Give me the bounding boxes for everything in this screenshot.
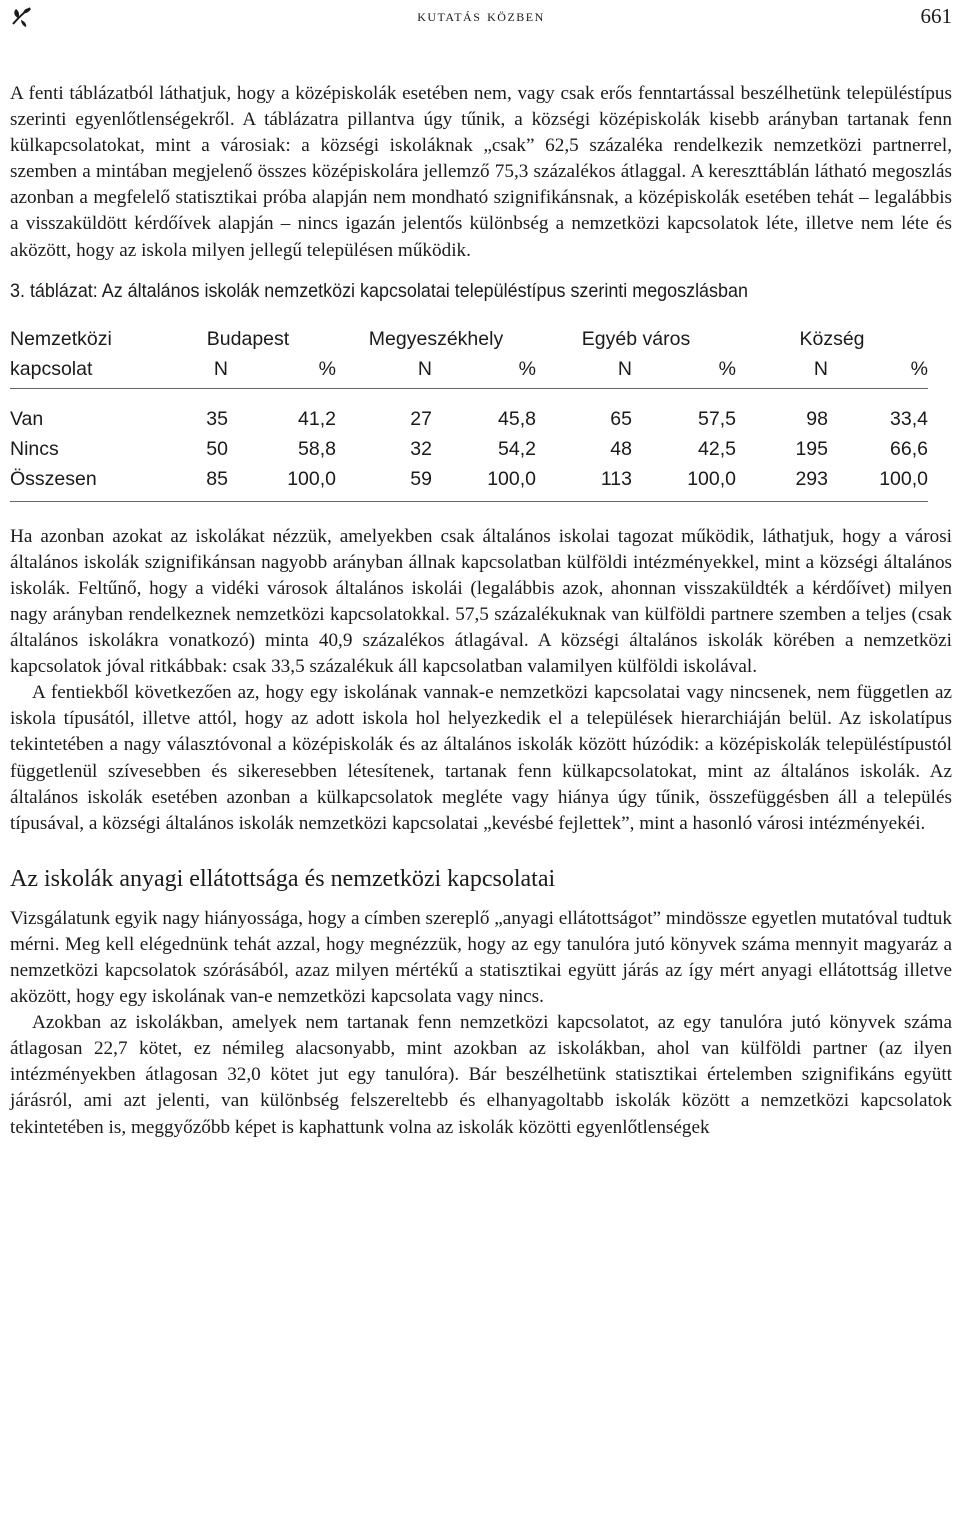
table-cell: 41,2 [298, 408, 336, 431]
table-cell: 85 [206, 468, 228, 491]
table-cell: 54,2 [498, 438, 536, 461]
table-cell: 50 [206, 438, 228, 461]
table-row [10, 465, 928, 502]
column-subheader: % [318, 357, 336, 380]
table-cell: 27 [410, 408, 432, 431]
table-cell: 100,0 [687, 468, 736, 491]
column-subheader: N [813, 357, 828, 380]
table-row [10, 388, 928, 435]
journal-page [10, 0, 952, 1141]
table-cell: 58,8 [298, 438, 336, 461]
data-table [10, 328, 928, 502]
column-subheader: N [617, 357, 632, 380]
column-subheader: N [213, 357, 228, 380]
table-cell: 57,5 [698, 408, 736, 431]
column-group-header: Egyéb város [581, 327, 691, 350]
table-header-label: kapcsolat [10, 357, 93, 380]
table-cell: 35 [206, 408, 228, 431]
table-cell: 98 [806, 408, 828, 431]
column-subheader: % [910, 357, 928, 380]
section-heading: Az iskolák anyagi ellátottsága és nemzetközi kapcsolatai [10, 865, 556, 892]
table-cell: 293 [795, 468, 828, 491]
row-label: Nincs [10, 438, 59, 461]
column-subheader: N [417, 357, 432, 380]
column-subheader: % [718, 357, 736, 380]
row-label: Összesen [10, 468, 97, 491]
table-cell: 59 [410, 468, 432, 491]
table-cell: 33,4 [890, 408, 928, 431]
table-cell: 100,0 [487, 468, 536, 491]
column-group-header: Község [799, 327, 865, 350]
table-row [10, 435, 928, 465]
paragraph: Ha azonban azokat az iskolákat nézzük, amelyekben csak általános iskolai tagozat működik, láthatjuk, hogy a városi általános iskolák szignifikánsan nagyobb arányban állnak kapcsolatban külföldi intézményekkel, mint a községi általános iskolák. Feltűnő, hogy a vidéki városok általános iskolái (legalábbis azok, ahonnan visszaküldték a kérdőívet) milyen nagy arányban rendelkeznek nemzetközi kapcsolatokkal. 57,5 százalékuknak van külföldi partnere szemben a teljes (csak általános iskolákra vonatkozó) minta 40,9 százalékos átlagával. A községi általános iskolák körében a nemzetközi kapcsolatok jóval ritkábbak: csak 33,5 százalékuk áll kapcsolatban valamilyen külföldi iskolával. [10, 525, 952, 678]
table-cell: 42,5 [698, 438, 736, 461]
table-cell: 113 [600, 468, 632, 491]
page-number: 661 [920, 4, 952, 28]
table-caption: 3. táblázat: Az általános iskolák nemzetközi kapcsolatai településtípus szerinti megoszlásban [10, 279, 748, 302]
table-cell: 45,8 [498, 408, 536, 431]
paragraph: Azokban az iskolákban, amelyek nem tartanak fenn nemzetközi kapcsolatot, az egy tanulóra jutó könyvek száma átlagosan 22,7 kötet, ez némileg alacsonyabb, mint azokban az iskolákban, ahol van külföldi partner (az ilyen intézményekben átlagosan 32,0 kötet jut egy tanulóra). Bár beszélhetünk statisztikai értelemben szignifikáns együtt járásról, ami azt jelenti, van különbség felszereltebb és elhanyagoltabb iskolák között a nemzetközi kapcsolatok tekintetében is, meggyőzőbb képet is kaphattunk volna az iskolák közötti egyenlőtlenségek [10, 1012, 952, 1138]
table-cell: 195 [795, 438, 828, 461]
running-title: kutatás közben [417, 6, 545, 25]
row-label: Van [10, 408, 44, 431]
table-cell: 100,0 [287, 468, 336, 491]
column-group-header: Budapest [206, 327, 290, 350]
table-cell: 48 [610, 438, 632, 461]
column-subheader: % [518, 357, 536, 380]
table-header-label: Nemzetközi [10, 327, 112, 350]
running-header [10, 0, 952, 40]
table-cell: 100,0 [879, 468, 928, 491]
paragraph: A fenti táblázatból láthatjuk, hogy a középiskolák esetében nem, vagy csak erős fenntartással beszélhetünk településtípus szerinti egyenlőtlenségekről. A táblázatra pillantva úgy tűnik, a községi középiskolák kisebb arányban tartanak fenn külkapcsolatokat, mint a városiak: a községi iskoláknak „csak” 62,5 százaléka rendelkezik nemzetközi partnerrel, szemben a mintában megjelenő összes középiskolára jellemző 75,3 százalékos átlaggal. A kereszttáblán látható megoszlás azonban a megfelelő statisztikai próba alapján nem mondható szignifikánsnak, a középiskolák esetében tehát – legalábbis a visszaküldött kérdőívek alapján – nincs igazán jelentős különbség a nemzetközi kapcsolatok léte, illetve nem léte és aközött, hogy az iskola milyen jellegű településen működik. [10, 83, 952, 261]
table-cell: 32 [410, 438, 432, 461]
paragraph: Vizsgálatunk egyik nagy hiányossága, hogy a címben szereplő „anyagi ellátottságot” mindössze egyetlen mutatóval tudtuk mérni. Meg kell elégednünk tehát azzal, hogy megnézzük, hogy az egy tanulóra jutó könyvek száma mennyit magyaráz a nemzetközi kapcsolatok szórásából, azaz milyen mértékű a statisztikai együtt járás az így mért anyagi ellátottság illetve aközött, hogy egy iskolának van-e nemzetközi kapcsolata vagy nincs. [10, 907, 952, 1008]
paragraph: A fentiekből következően az, hogy egy iskolának vannak-e nemzetközi kapcsolatai vagy nincsenek, nem független az iskola típusától, illetve attól, hogy az adott iskola hol helyezkedik el a települések hierarchiáján belül. Az iskolatípus tekintetében a nagy választóvonal a középiskolák és az általános iskolák között húzódik: a középiskolák településtípustól függetlenül szívesebben és sikeresebben létesítenek, tartanak fenn külkapcsolatokat, mint az általános iskolák. Az általános iskolák esetében azonban a külkapcsolatok megléte vagy hiánya úgy tűnik, összefüggésben áll a település típusával, a községi általános iskolák nemzetközi kapcsolatai „kevésbé fejlettek”, mint a hasonló városi intézményekéi. [10, 682, 952, 834]
table-cell: 66,6 [890, 438, 928, 461]
table-cell: 65 [610, 408, 632, 431]
column-group-header: Megyeszékhely [368, 327, 504, 350]
